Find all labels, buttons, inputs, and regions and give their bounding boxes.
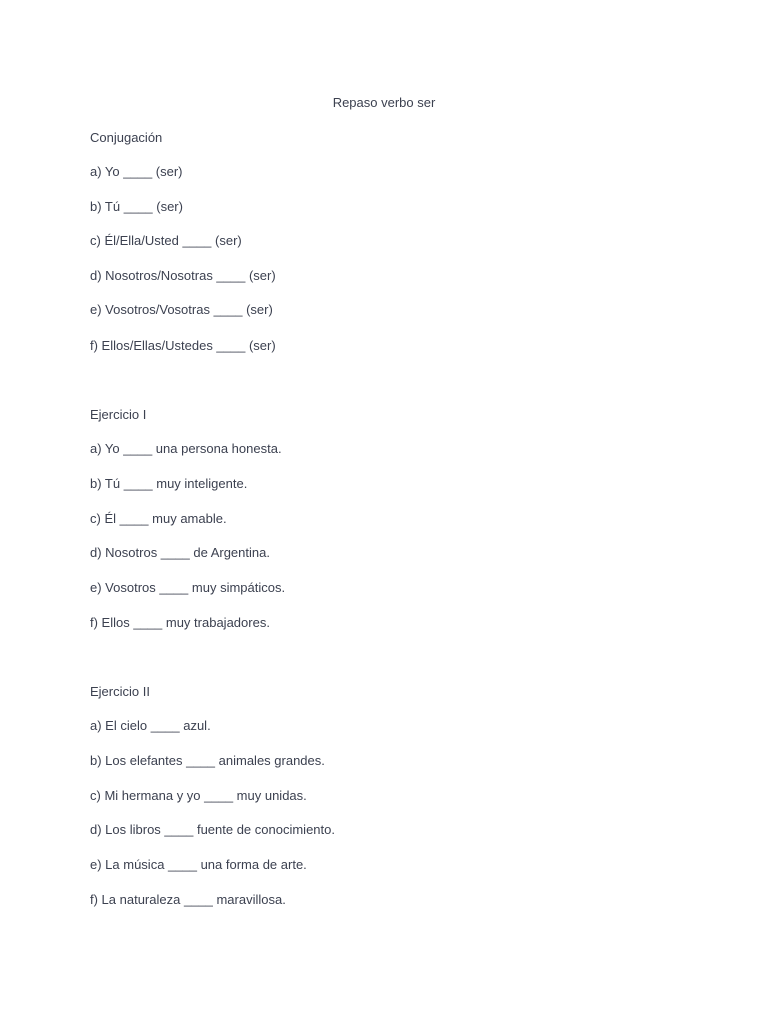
section-heading-conjugacion: Conjugación bbox=[90, 130, 163, 145]
ejercicio1-item-e: e) Vosotros ____ muy simpáticos. bbox=[90, 580, 286, 595]
ejercicio2-item-f: f) La naturaleza ____ maravillosa. bbox=[90, 892, 286, 907]
ejercicio1-item-f: f) Ellos ____ muy trabajadores. bbox=[90, 615, 270, 630]
conjugacion-item-f: f) Ellos/Ellas/Ustedes ____ (ser) bbox=[90, 338, 276, 353]
conjugacion-item-e: e) Vosotros/Vosotras ____ (ser) bbox=[90, 302, 273, 317]
ejercicio2-item-a: a) El cielo ____ azul. bbox=[90, 718, 211, 733]
ejercicio2-item-e: e) La música ____ una forma de arte. bbox=[90, 857, 307, 872]
ejercicio1-item-a: a) Yo ____ una persona honesta. bbox=[90, 441, 282, 456]
page-title: Repaso verbo ser bbox=[332, 95, 436, 110]
ejercicio2-item-b: b) Los elefantes ____ animales grandes. bbox=[90, 753, 325, 768]
section-heading-ejercicio-2: Ejercicio II bbox=[90, 684, 150, 699]
conjugacion-item-a: a) Yo ____ (ser) bbox=[90, 164, 183, 179]
ejercicio2-item-d: d) Los libros ____ fuente de conocimiento. bbox=[90, 822, 335, 837]
section-heading-ejercicio-1: Ejercicio I bbox=[90, 407, 147, 422]
ejercicio1-item-b: b) Tú ____ muy inteligente. bbox=[90, 476, 248, 491]
conjugacion-item-d: d) Nosotros/Nosotras ____ (ser) bbox=[90, 268, 276, 283]
ejercicio2-item-c: c) Mi hermana y yo ____ muy unidas. bbox=[90, 788, 307, 803]
conjugacion-item-b: b) Tú ____ (ser) bbox=[90, 199, 183, 214]
conjugacion-item-c: c) Él/Ella/Usted ____ (ser) bbox=[90, 233, 242, 248]
ejercicio1-item-d: d) Nosotros ____ de Argentina. bbox=[90, 545, 270, 560]
ejercicio1-item-c: c) Él ____ muy amable. bbox=[90, 511, 227, 526]
